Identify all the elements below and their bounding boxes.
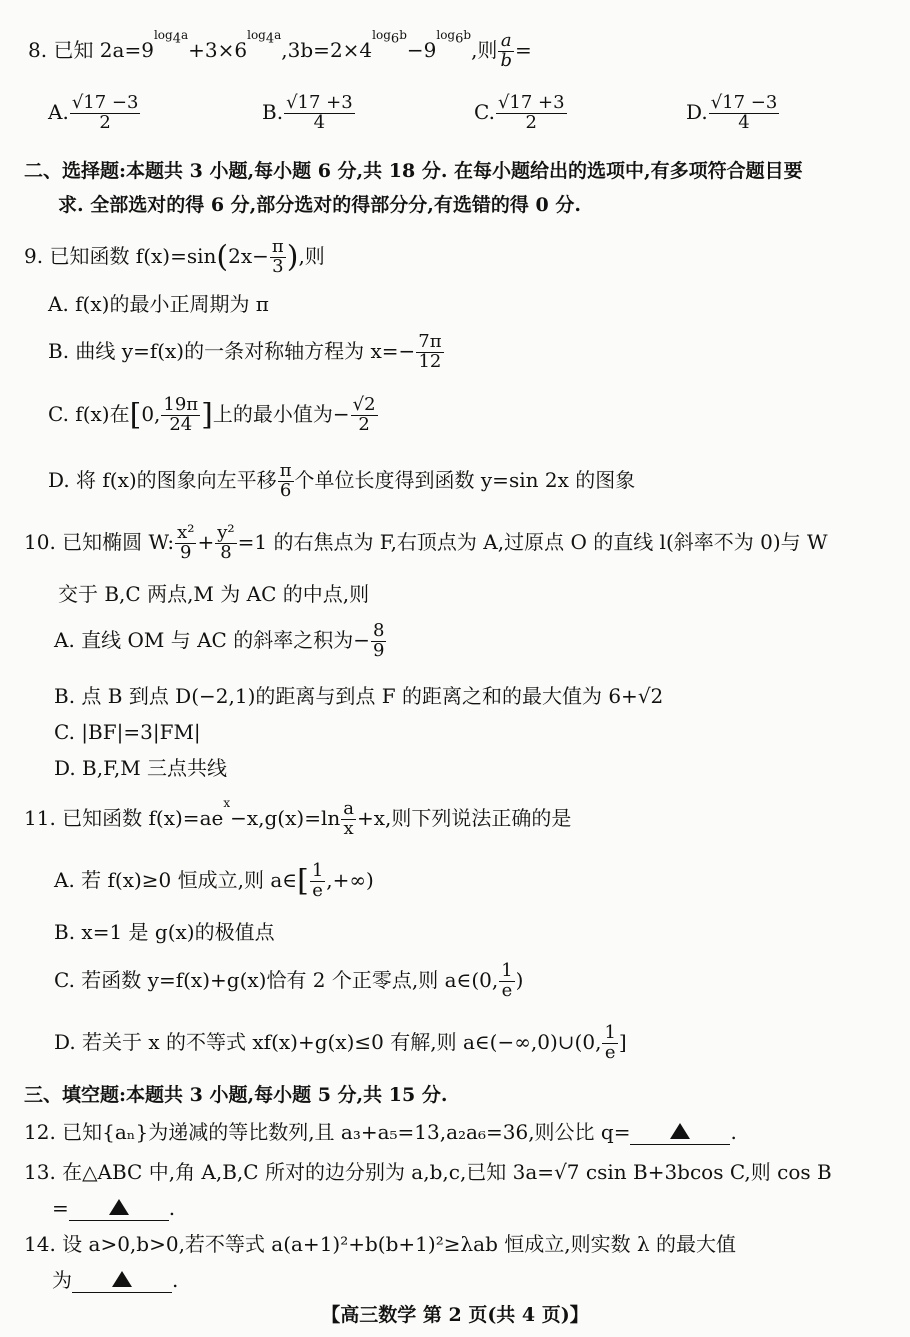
triangle-icon bbox=[112, 1271, 132, 1287]
q8-option-d: D. $\frac{√17 -3}{4}$ bbox=[686, 92, 778, 133]
q9-option-c: C. f(x)在[0, $\frac{19\pi}{24}$ ]上的最小值为− $\frac{√2}{2}$ bbox=[48, 394, 376, 435]
q14-answer-blank[interactable] bbox=[72, 1268, 172, 1293]
q8-ratio-fraction: $\frac{a}{b}$ bbox=[500, 30, 512, 71]
q10-option-a: A. 直线 OM 与 AC 的斜率之积为− $\frac{8}{9}$ bbox=[54, 620, 385, 661]
q11-option-a: A. 若 f(x)≥0 恒成立,则 a∈[ $\frac{1}{e}$ ,+∞) bbox=[54, 860, 374, 901]
q8-option-a: A. $\frac{√17 -3}{2}$ bbox=[48, 92, 139, 133]
triangle-icon bbox=[109, 1199, 129, 1215]
q10-option-b: B. 点 B 到点 D(−2,1)的距离与到点 F 的距离之和的最大值为 6+√2 bbox=[54, 684, 664, 708]
q11-option-b: B. x=1 是 g(x)的极值点 bbox=[54, 920, 275, 944]
page-footer: 【高三数学 第 2 页(共 4 页)】 bbox=[321, 1304, 589, 1326]
q9-option-a: A. f(x)的最小正周期为 π bbox=[48, 292, 269, 316]
q13-stem-line2: = . bbox=[52, 1196, 176, 1220]
q14-stem: 14. 设 a>0,b>0,若不等式 a(a+1)²+b(b+1)²≥λab 恒成立,则实数 λ 的最大值 bbox=[24, 1232, 736, 1256]
section2-heading-line1: 二、选择题:本题共 3 小题,每小题 6 分,共 18 分. 在每小题给出的选项中,有多项符合题目要 bbox=[24, 160, 803, 182]
q8-option-b: B. $\frac{√17 +3}{4}$ bbox=[262, 92, 353, 133]
q12-stem: 12. 已知{aₙ}为递减的等比数列,且 a₃+a₅=13,a₂a₆=36,则公比 q= . bbox=[24, 1120, 737, 1144]
triangle-icon bbox=[670, 1123, 690, 1139]
q10-option-c: C. |BF|=3|FM| bbox=[54, 720, 201, 744]
q11-option-c: C. 若函数 y=f(x)+g(x)恰有 2 个正零点,则 a∈(0, $\frac{1}{e}$ ) bbox=[54, 960, 524, 1001]
q10-option-d: D. B,F,M 三点共线 bbox=[54, 756, 228, 780]
q14-stem-line2: 为 . bbox=[52, 1268, 179, 1292]
q8-stem: 8. 已知 $2a=9^{log_4a}+3\times 6^{log_4a},3b=2\times 4^{log_6b}-9^{log_6b}$,则 $\frac{a}{b}$ = bbox=[28, 28, 532, 71]
q11-stem: 11. 已知函数 $f(x)=ae^x-x,g(x)=\ln$ $\frac{a}{x}$ +x,则下列说法正确的是 bbox=[24, 796, 572, 839]
q9-stem: 9. 已知函数 f(x)=sin(2x− $\frac{\pi}{3}$ ),则 bbox=[24, 236, 325, 277]
q13-stem: 13. 在△ABC 中,角 A,B,C 所对的边分别为 a,b,c,已知 3a=√7 csin B+3bcos C,则 cos B bbox=[24, 1160, 832, 1184]
q11-option-d: D. 若关于 x 的不等式 xf(x)+g(x)≤0 有解,则 a∈(−∞,0)∪(0, $\frac{1}{e}$ ] bbox=[54, 1022, 627, 1063]
section2-heading-line2: 求. 全部选对的得 6 分,部分选对的得部分分,有选错的得 0 分. bbox=[58, 194, 581, 216]
q8-option-c: C. $\frac{√17 +3}{2}$ bbox=[474, 92, 565, 133]
section3-heading: 三、填空题:本题共 3 小题,每小题 5 分,共 15 分. bbox=[24, 1084, 448, 1106]
q12-answer-blank[interactable] bbox=[630, 1120, 730, 1145]
q9-option-b: B. 曲线 y=f(x)的一条对称轴方程为 x=− $\frac{7\pi}{12}$ bbox=[48, 331, 442, 372]
q10-stem-line2: 交于 B,C 两点,M 为 AC 的中点,则 bbox=[58, 582, 370, 606]
q9-option-d: D. 将 f(x)的图象向左平移 $\frac{\pi}{6}$ 个单位长度得到函数 y=sin 2x 的图象 bbox=[48, 460, 636, 501]
q10-stem: 10. 已知椭圆 W: $\frac{\text{x²}}{9}$ + $\frac{\text{y²}}{8}$ =1 的右焦点为 F,右顶点为 A,过原点 O 的直线 l(斜率不为 0)与 W bbox=[24, 522, 828, 563]
q13-answer-blank[interactable] bbox=[69, 1196, 169, 1221]
